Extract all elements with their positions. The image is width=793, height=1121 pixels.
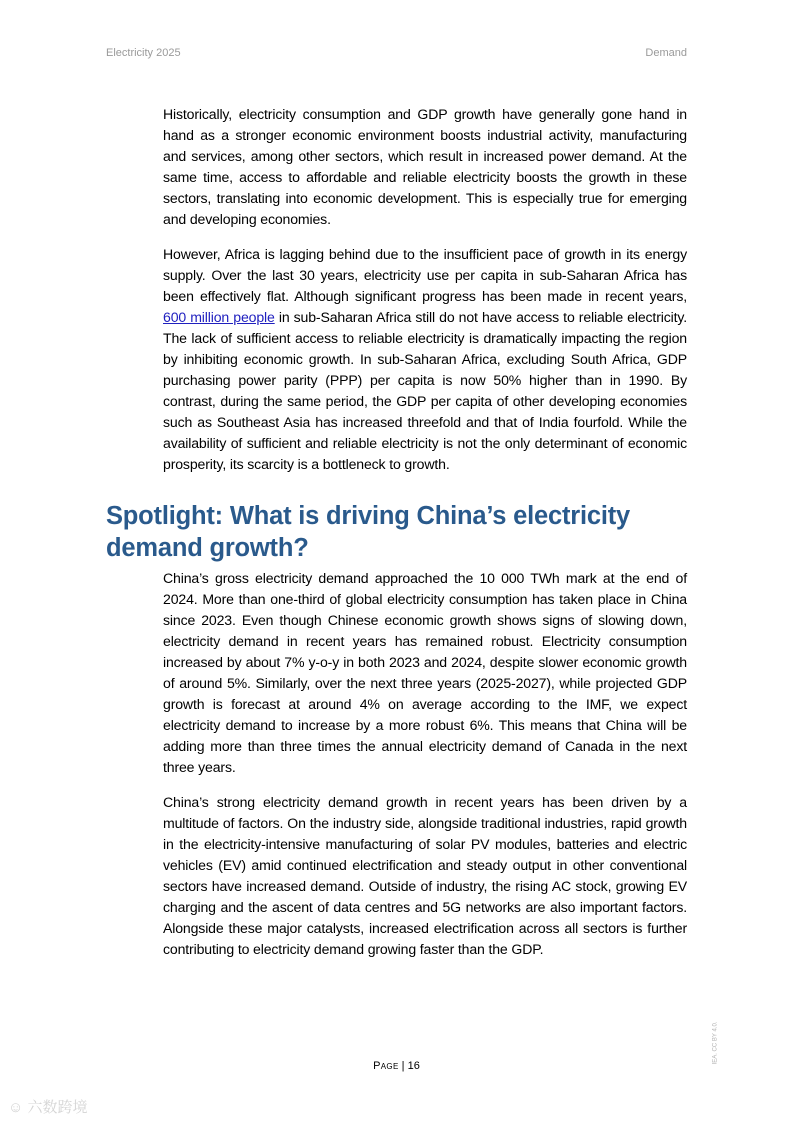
spotlight-heading: Spotlight: What is driving China’s electricity demand growth? xyxy=(106,502,630,562)
license-note: IEA. CC BY 4.0. xyxy=(712,1021,719,1065)
watermark-logo-icon: ☺ xyxy=(8,1099,24,1116)
page-number-value: 16 xyxy=(407,1060,420,1072)
paragraph-africa-text-start: However, Africa is lagging behind due to the insufficient pace of growth in its energy supply. Over the last 30 years, electricity use per capita in sub-Saharan Africa has been effectively flat. Although significant progress has been made in recent years, xyxy=(163,246,687,304)
link-600-million-people[interactable]: 600 million people xyxy=(163,309,275,325)
paragraph-china-demand: China’s gross electricity demand approached the 10 000 TWh mark at the end of 2024. More than one-third of global electricity consumption has taken place in China since 2023. Even though Chinese economic growth shows signs of slowing down, electricity demand in recent years has remained robust. Electricity consumption increased by about 7% y-o-y in both 2023 and 2024, despite slower economic growth of around 5%. Similarly, over the next three years (2025-2027), while projected GDP growth is forecast at around 4% on average according to the IMF, we expect electricity demand to increase by a more robust 6%. This means that China will be adding more than three times the annual electricity demand of Canada in the next three years. xyxy=(163,570,687,775)
page-label: Page xyxy=(373,1060,399,1072)
page-separator: | xyxy=(401,1060,405,1072)
page-number xyxy=(0,1060,793,1072)
watermark-text: 六数跨境 xyxy=(27,1099,88,1116)
watermark xyxy=(8,1096,88,1117)
paragraph-gdp-electricity: Historically, electricity consumption and GDP growth have generally gone hand in hand as a stronger economic environment boosts industrial activity, manufacturing and services, among other sectors, which result in increased power demand. At the same time, access to affordable and reliable electricity boosts the growth in these sectors, translating into economic development. This is especially true for emerging and developing economies. xyxy=(163,106,687,227)
paragraph-africa-text-end: in sub-Saharan Africa still do not have access to reliable electricity. The lack of sufficient access to reliable electricity is dramatically impacting the region by inhibiting economic growth. In sub-Saharan Africa, excluding South Africa, GDP purchasing power parity (PPP) per capita is now 50% higher than in 1990. By contrast, during the same period, the GDP per capita of other developing economies such as Southeast Asia has increased threefold and that of India fourfold. While the availability of sufficient and reliable electricity is not the only determinant of economic prosperity, its scarcity is a bottleneck to growth. xyxy=(163,309,687,472)
header-section-name: Demand xyxy=(645,47,687,59)
paragraph-china-drivers: China’s strong electricity demand growth in recent years has been driven by a multitude of factors. On the industry side, alongside traditional industries, rapid growth in the electricity-intensive manufacturing of solar PV modules, batteries and electric vehicles (EV) amid continued electrification and steady output in other conventional sectors have increased demand. Outside of industry, the rising AC stock, growing EV charging and the ascent of data centres and 5G networks are also important factors. Alongside these major catalysts, increased electrification across all sectors is further contributing to electricity demand growing faster than the GDP. xyxy=(163,794,687,957)
header-report-title: Electricity 2025 xyxy=(106,47,181,59)
paragraph-africa xyxy=(163,244,687,475)
